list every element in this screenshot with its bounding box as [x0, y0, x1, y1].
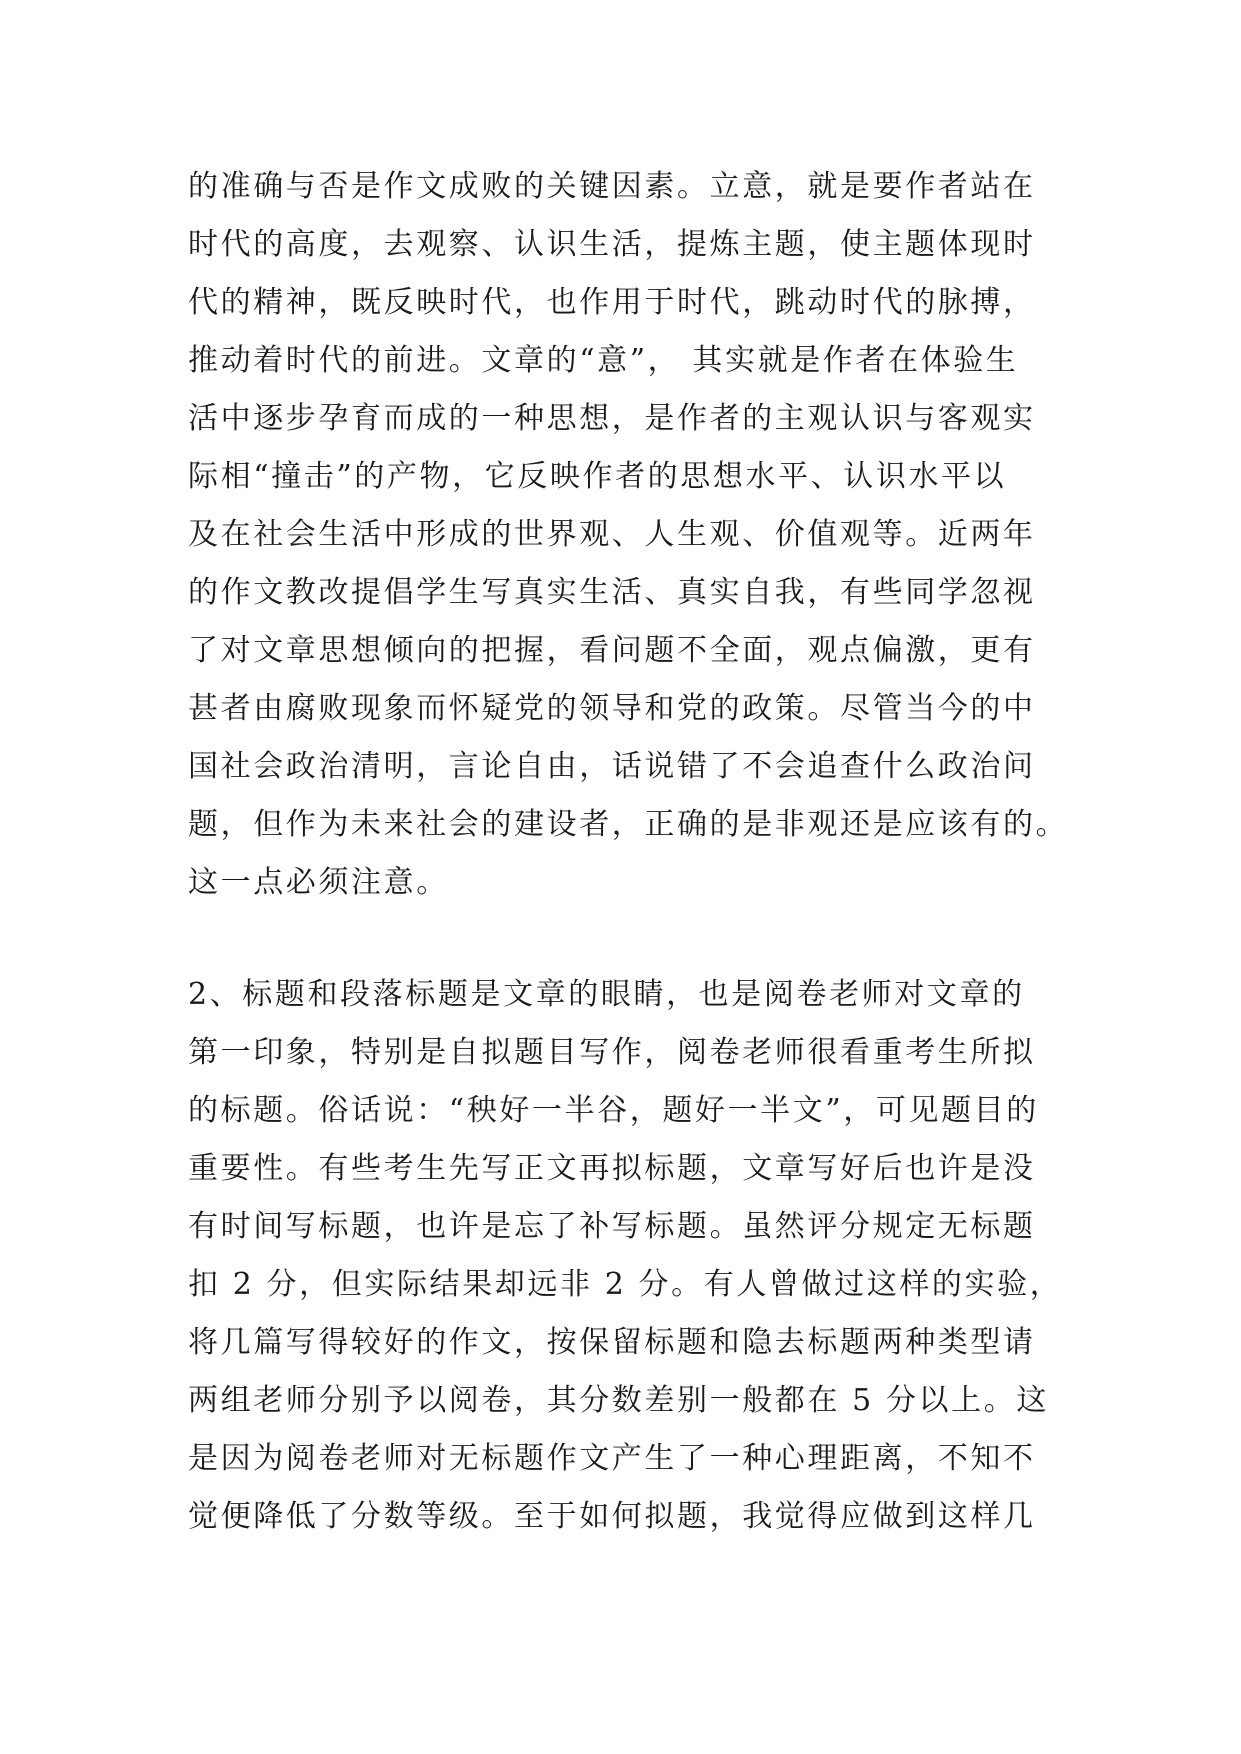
text-line: 重要性。有些考生先写正文再拟标题，文章写好后也许是没: [188, 1151, 1036, 1186]
text-line: 活中逐步孕育而成的一种思想，是作者的主观认识与客观实: [188, 401, 1036, 436]
text-line: 将几篇写得较好的作文，按保留标题和隐去标题两种类型请: [188, 1325, 1036, 1360]
text-line: 了对文章思想倾向的把握，看问题不全面，观点偏激，更有: [188, 633, 1036, 668]
text-line: 题，但作为未来社会的建设者，正确的是非观还是应该有的。: [188, 807, 1069, 842]
text-line: 2、标题和段落标题是文章的眼睛，也是阅卷老师对文章的: [188, 977, 1025, 1012]
text-line: 两组老师分别予以阅卷，其分数差别一般都在 5 分以上。这: [188, 1383, 1049, 1418]
text-line: 及在社会生活中形成的世界观、人生观、价值观等。近两年: [188, 517, 1036, 552]
text-line: 的标题。俗话说：“秧好一半谷，题好一半文”，可见题目的: [188, 1093, 1039, 1128]
text-line: 的作文教改提倡学生写真实生活、真实自我，有些同学忽视: [188, 575, 1036, 610]
text-line: 甚者由腐败现象而怀疑党的领导和党的政策。尽管当今的中: [188, 691, 1036, 726]
text-line: 有时间写标题，也许是忘了补写标题。虽然评分规定无标题: [188, 1209, 1036, 1244]
text-line: 觉便降低了分数等级。至于如何拟题，我觉得应做到这样几: [188, 1499, 1036, 1534]
text-line: 扣 2 分，但实际结果却远非 2 分。有人曾做过这样的实验，: [188, 1267, 1063, 1302]
text-line: 际相“撞击”的产物，它反映作者的思想水平、认识水平以: [188, 459, 1007, 494]
paragraph-2: [188, 966, 1068, 1546]
paragraph-1: [188, 158, 1068, 912]
text-line: 是因为阅卷老师对无标题作文产生了一种心理距离，不知不: [188, 1441, 1036, 1476]
text-line: 推动着时代的前进。文章的“意”， 其实就是作者在体验生: [188, 343, 1019, 378]
text-line: 第一印象，特别是自拟题目写作，阅卷老师很看重考生所拟: [188, 1035, 1036, 1070]
text-line: 的准确与否是作文成败的关键因素。立意，就是要作者站在: [188, 169, 1036, 204]
text-line: 代的精神，既反映时代，也作用于时代，跳动时代的脉搏，: [188, 285, 1036, 320]
text-line: 国社会政治清明，言论自由，话说错了不会追查什么政治问: [188, 749, 1036, 784]
text-line: 时代的高度，去观察、认识生活，提炼主题，使主题体现时: [188, 227, 1036, 262]
text-line: 这一点必须注意。: [188, 865, 449, 900]
